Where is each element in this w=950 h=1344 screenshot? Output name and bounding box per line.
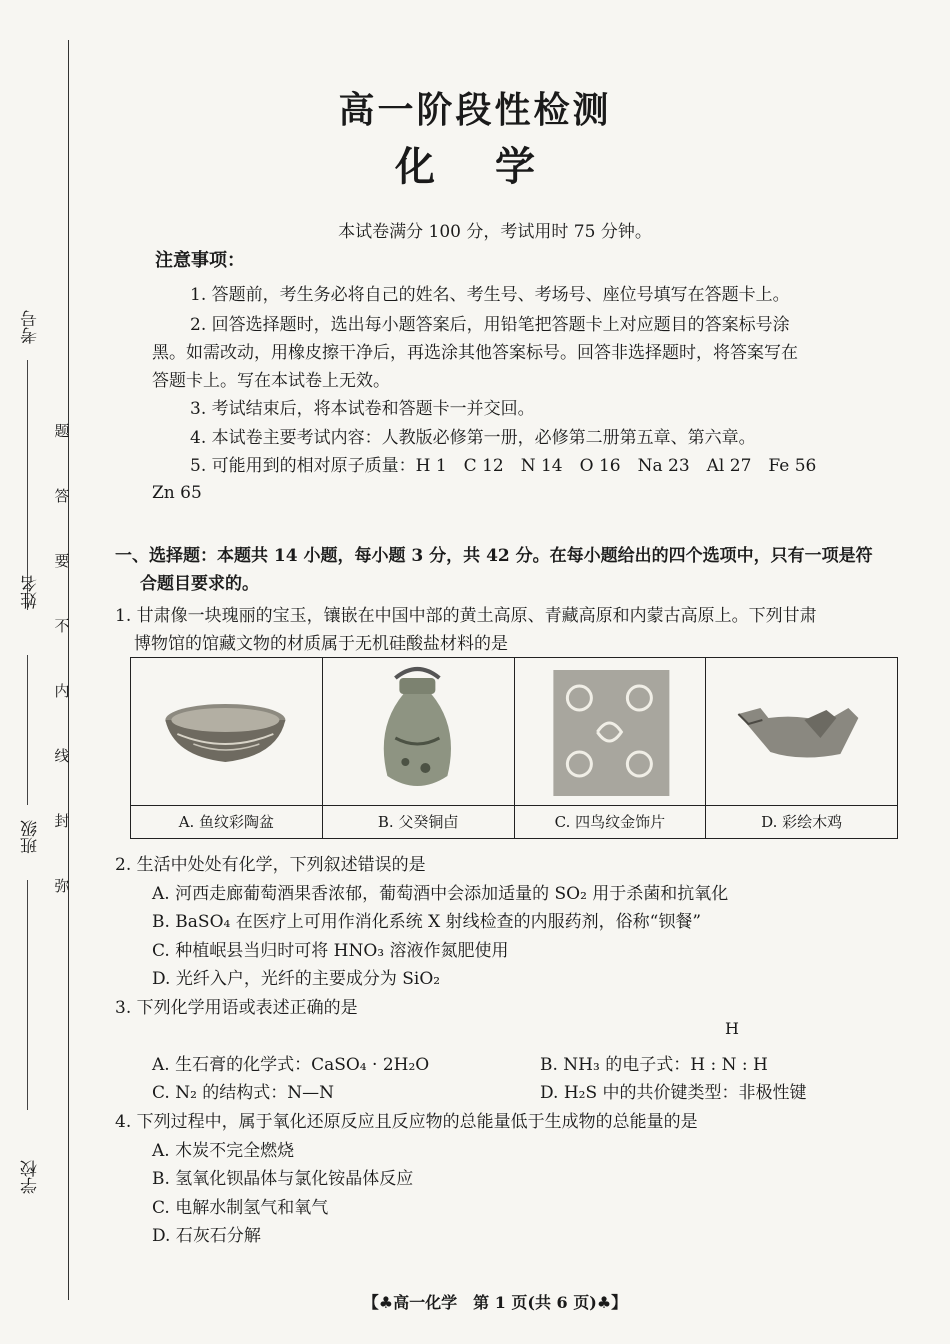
option-caption: C. 四鸟纹金饰片	[515, 805, 706, 838]
seal-char: 线	[54, 747, 70, 765]
subject-title: 化学	[395, 143, 595, 190]
seal-char: 要	[54, 552, 70, 570]
class-label: 班级	[21, 820, 41, 854]
artifact-table	[130, 657, 898, 839]
question-stem: 博物馆的馆藏文物的材质属于无机硅酸盐材料的是	[134, 634, 508, 654]
option: C. 种植岷县当归时可将 HNO₃ 溶液作氮肥使用	[152, 941, 509, 961]
option-caption: D. 彩绘木鸡	[706, 805, 897, 838]
notice-item: 2. 回答选择题时，选出每小题答案后，用铅笔把答题卡上对应题目的答案标号涂	[190, 315, 790, 335]
option: B. 氢氧化钡晶体与氯化铵晶体反应	[152, 1169, 414, 1189]
notice-item: 3. 考试结束后，将本试卷和答题卡一并交回。	[190, 399, 535, 419]
seal-char: 弥	[54, 877, 70, 895]
option: D. 石灰石分解	[152, 1226, 261, 1246]
notice-item: 4. 本试卷主要考试内容：人教版必修第一册，必修第二册第五章、第六章。	[190, 428, 756, 448]
option: D. 光纤入户，光纤的主要成分为 SiO₂	[152, 969, 441, 989]
page-footer: 【♣高一化学 第 1 页(共 6 页)♣】	[362, 1293, 628, 1312]
seal-char: 题	[54, 422, 70, 440]
option-caption: B. 父癸铜卣	[323, 805, 514, 838]
question-stem: 3. 下列化学用语或表述正确的是	[115, 998, 358, 1018]
option: C. N₂ 的结构式：N—N	[152, 1083, 335, 1103]
notice-item: 1. 答题前，考生务必将自己的姓名、考生号、考场号、座位号填写在答题卡上。	[190, 285, 790, 305]
exam-no-label: 考号	[21, 310, 41, 344]
pottery-basin-image	[131, 658, 322, 806]
name-label: 姓名	[21, 575, 41, 609]
notice-item: Zn 65	[152, 483, 202, 503]
section-heading: 合题目要求的。	[140, 574, 259, 594]
notice-title: 注意事项：	[155, 250, 245, 271]
option: A. 生石膏的化学式：CaSO₄ · 2H₂O	[152, 1055, 430, 1075]
seal-char: 封	[54, 812, 70, 830]
notice-item: 黑。如需改动，用橡皮擦干净后，再选涂其他答案标号。回答非选择题时，将答案写在	[152, 343, 798, 363]
option: D. H₂S 中的共价键类型：非极性键	[540, 1083, 807, 1103]
question-stem: 4. 下列过程中，属于氧化还原反应且反应物的总能量低于生成物的总能量的是	[115, 1112, 698, 1132]
exam-no-underline	[27, 360, 28, 610]
artifact-cell	[515, 658, 707, 838]
artifact-cell	[323, 658, 515, 838]
option: C. 电解水制氢气和氧气	[152, 1198, 329, 1218]
question-stem: 2. 生活中处处有化学，下列叙述错误的是	[115, 855, 426, 875]
option: A. 河西走廊葡萄酒果香浓郁，葡萄酒中会添加适量的 SO₂ 用于杀菌和抗氧化	[152, 884, 729, 904]
class-underline	[27, 880, 28, 1110]
seal-warning	[50, 420, 74, 940]
gold-plaque-image	[515, 658, 706, 806]
wooden-chicken-image	[706, 658, 897, 806]
option: B. BaSO₄ 在医疗上可用作消化系统 X 射线检查的内服药剂，俗称“钡餐”	[152, 912, 702, 932]
exam-info: 本试卷满分 100 分，考试用时 75 分钟。	[338, 222, 652, 242]
artifact-cell	[706, 658, 897, 838]
option-prefix: B. NH₃ 的电子式：	[540, 1055, 691, 1075]
electron-formula-top-h: H	[725, 1019, 739, 1038]
electron-formula: H : N : H	[690, 1055, 768, 1075]
option-caption: A. 鱼纹彩陶盆	[131, 805, 322, 838]
page-title: 高一阶段性检测	[338, 89, 612, 131]
notice-item: 答题卡上。写在本试卷上无效。	[152, 371, 390, 391]
notice-item: 5. 可能用到的相对原子质量：H 1 C 12 N 14 O 16 Na 23 Al 27 Fe 56	[190, 456, 817, 476]
seal-char: 答	[54, 487, 70, 505]
name-underline	[27, 655, 28, 805]
option: A. 木炭不完全燃烧	[152, 1141, 295, 1161]
seal-char: 不	[54, 617, 70, 635]
option	[540, 1050, 768, 1075]
school-label: 学校	[21, 1160, 41, 1194]
artifact-cell	[131, 658, 323, 838]
question-stem: 1. 甘肃像一块瑰丽的宝玉，镶嵌在中国中部的黄土高原、青藏高原和内蒙古高原上。下列甘肃	[115, 606, 817, 626]
section-heading: 一、选择题：本题共 14 小题，每小题 3 分，共 42 分。在每小题给出的四个选项中，只有一项是符	[115, 546, 873, 566]
bronze-vessel-image	[323, 658, 514, 806]
seal-char: 内	[54, 682, 70, 700]
